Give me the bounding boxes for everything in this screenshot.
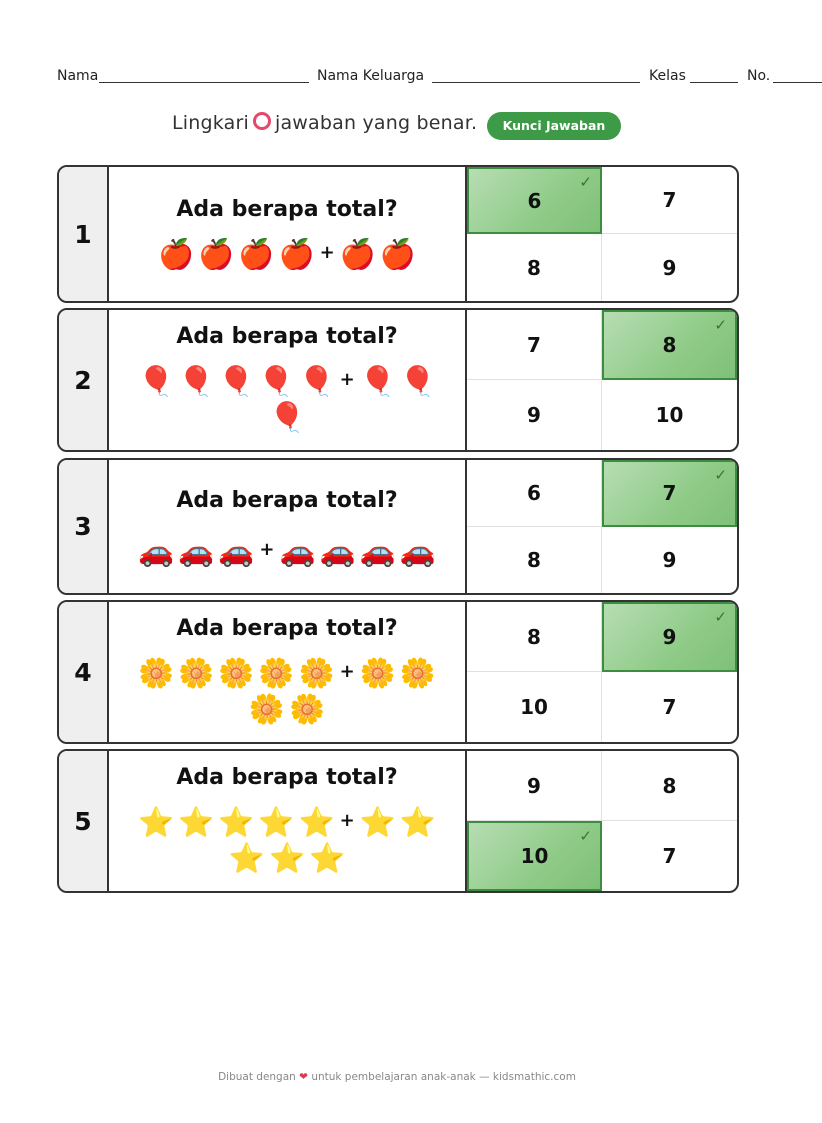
plus-sign: + — [259, 539, 275, 560]
plus-sign: + — [339, 810, 355, 831]
count-object-icon: 🍎 — [379, 237, 416, 271]
answer-value: 7 — [662, 481, 677, 506]
answer-value: 8 — [527, 547, 541, 572]
answer-value: 8 — [662, 333, 677, 357]
question-card — [57, 308, 739, 452]
question-title: Ada berapa total? — [176, 616, 398, 641]
count-object-icon: ⭐ — [138, 805, 175, 839]
answer-option[interactable] — [467, 380, 602, 450]
count-object-icon: 🎈 — [218, 364, 255, 398]
count-object-icon: 🌼 — [218, 656, 255, 690]
count-object-icon: 🚗 — [319, 534, 356, 568]
count-object-icon: 🌼 — [289, 692, 326, 726]
count-object-icon: 🌼 — [138, 656, 175, 690]
count-object-icon: ⭐ — [399, 805, 436, 839]
count-object-icon: 🎈 — [258, 364, 295, 398]
count-object-icon: 🍎 — [198, 237, 235, 271]
answer-options — [467, 167, 737, 301]
picture-row — [109, 840, 465, 876]
checkmark-icon: ✓ — [579, 827, 592, 845]
answer-option-correct[interactable] — [602, 602, 737, 672]
count-object-icon: 🎈 — [178, 364, 215, 398]
footer-text-start: Dibuat dengan — [218, 1071, 296, 1083]
answer-value: 8 — [527, 624, 541, 649]
picture-group — [109, 803, 465, 876]
count-object-icon: ⭐ — [298, 805, 335, 839]
count-object-icon: 🎈 — [359, 364, 396, 398]
name-label: Nama — [57, 68, 99, 84]
picture-group — [109, 362, 465, 435]
answer-option[interactable] — [602, 672, 737, 742]
checkmark-icon: ✓ — [714, 466, 727, 484]
count-object-icon: 🚗 — [218, 534, 255, 568]
student-info-header — [57, 68, 822, 88]
picture-row — [109, 691, 465, 727]
count-object-icon: 🚗 — [138, 534, 175, 568]
answer-value: 10 — [520, 844, 549, 868]
answer-value: 6 — [527, 480, 541, 505]
picture-row — [109, 399, 465, 435]
answer-option[interactable] — [602, 751, 737, 821]
answer-option[interactable] — [602, 527, 737, 594]
answer-value: 7 — [527, 332, 541, 357]
question-area — [109, 751, 467, 891]
answer-value: 10 — [520, 695, 548, 719]
picture-row — [109, 235, 465, 272]
heart-icon: ❤ — [299, 1071, 308, 1083]
picture-group — [109, 532, 465, 569]
question-number: 1 — [59, 167, 109, 301]
count-object-icon: ⭐ — [309, 841, 346, 875]
count-object-icon: ⭐ — [359, 805, 396, 839]
count-object-icon: 🎈 — [298, 364, 335, 398]
count-object-icon: 🌼 — [258, 656, 295, 690]
circle-icon — [253, 112, 271, 130]
checkmark-icon: ✓ — [579, 173, 592, 191]
name-field[interactable] — [99, 82, 309, 83]
question-number: 3 — [59, 460, 109, 593]
count-object-icon: 🎈 — [399, 364, 436, 398]
answer-value: 6 — [527, 188, 542, 213]
count-object-icon: ⭐ — [178, 805, 215, 839]
answer-option[interactable] — [467, 527, 602, 594]
count-object-icon: 🌼 — [359, 656, 396, 690]
checkmark-icon: ✓ — [714, 316, 727, 334]
answer-value: 10 — [655, 403, 684, 427]
question-area — [109, 167, 467, 301]
count-object-icon: 🍎 — [238, 237, 275, 271]
answer-key-badge: Kunci Jawaban — [487, 112, 621, 140]
footer-text-end: untuk pembelajaran anak-anak — kidsmathic.com — [311, 1071, 576, 1083]
answer-value: 9 — [527, 773, 541, 798]
number-label: No. — [747, 68, 771, 84]
answer-options — [467, 310, 737, 450]
answer-option[interactable] — [467, 602, 602, 672]
number-field[interactable] — [773, 82, 822, 83]
answer-options — [467, 460, 737, 593]
answer-option[interactable] — [467, 234, 602, 301]
answer-value: 7 — [662, 844, 677, 868]
plus-sign: + — [339, 661, 355, 682]
answer-option[interactable] — [602, 380, 737, 450]
answer-option[interactable] — [467, 672, 602, 742]
answer-options — [467, 751, 737, 891]
count-object-icon: ⭐ — [218, 805, 255, 839]
question-title: Ada berapa total? — [176, 197, 398, 222]
answer-value: 9 — [662, 255, 677, 280]
count-object-icon: ⭐ — [268, 841, 306, 875]
plus-sign: + — [339, 369, 355, 390]
count-object-icon: 🌼 — [298, 656, 335, 690]
question-card — [57, 749, 739, 893]
count-object-icon: 🌼 — [178, 656, 215, 690]
question-area — [109, 460, 467, 593]
question-title: Ada berapa total? — [176, 324, 398, 349]
family-name-field[interactable] — [432, 82, 640, 83]
answer-option-correct[interactable] — [467, 821, 602, 891]
answer-value: 8 — [662, 773, 677, 798]
instruction-text-start: Lingkari — [172, 112, 249, 134]
picture-group — [109, 235, 465, 272]
question-title: Ada berapa total? — [176, 488, 398, 513]
picture-row — [109, 362, 465, 399]
count-object-icon: 🍎 — [158, 237, 195, 271]
answer-option-correct[interactable] — [467, 167, 602, 234]
answer-value: 9 — [662, 547, 677, 572]
question-area — [109, 310, 467, 450]
count-object-icon: ⭐ — [258, 805, 295, 839]
answer-value: 7 — [662, 188, 677, 212]
picture-row — [109, 803, 465, 840]
class-label: Kelas — [649, 68, 686, 84]
answer-option[interactable] — [467, 751, 602, 821]
count-object-icon: 🚗 — [279, 534, 316, 568]
count-object-icon: 🎈 — [138, 364, 175, 398]
count-object-icon: ⭐ — [228, 841, 265, 875]
answer-option[interactable] — [602, 167, 737, 234]
family-name-label: Nama Keluarga — [317, 68, 425, 84]
count-object-icon: 🌼 — [248, 692, 285, 726]
instruction — [172, 112, 477, 134]
answer-option-correct[interactable] — [602, 310, 737, 380]
answer-option[interactable] — [467, 310, 602, 380]
question-card — [57, 458, 739, 595]
count-object-icon: 🚗 — [178, 534, 215, 568]
count-object-icon: 🍎 — [339, 237, 376, 271]
question-title: Ada berapa total? — [176, 765, 398, 790]
picture-group — [109, 654, 465, 727]
plus-sign: + — [319, 242, 335, 263]
question-card — [57, 600, 739, 744]
count-object-icon: 🚗 — [399, 534, 436, 568]
count-object-icon: 🌼 — [399, 656, 436, 690]
answer-value: 9 — [527, 403, 541, 427]
answer-option[interactable] — [602, 234, 737, 301]
class-field[interactable] — [690, 82, 738, 83]
picture-row — [109, 532, 465, 569]
count-object-icon: 🎈 — [268, 400, 306, 434]
answer-option[interactable] — [602, 821, 737, 891]
answer-option-correct[interactable] — [602, 460, 737, 527]
answer-value: 7 — [662, 695, 677, 719]
answer-option[interactable] — [467, 460, 602, 527]
answer-value: 9 — [662, 625, 677, 649]
answer-value: 8 — [527, 255, 541, 280]
checkmark-icon: ✓ — [714, 608, 727, 626]
count-object-icon: 🚗 — [359, 534, 396, 568]
question-number: 2 — [59, 310, 109, 450]
question-number: 5 — [59, 751, 109, 891]
instruction-text-end: jawaban yang benar. — [274, 112, 478, 134]
picture-row — [109, 654, 465, 691]
question-area — [109, 602, 467, 742]
footer — [0, 1071, 794, 1083]
question-number: 4 — [59, 602, 109, 742]
question-card — [57, 165, 739, 303]
count-object-icon: 🍎 — [278, 237, 315, 271]
answer-options — [467, 602, 737, 742]
